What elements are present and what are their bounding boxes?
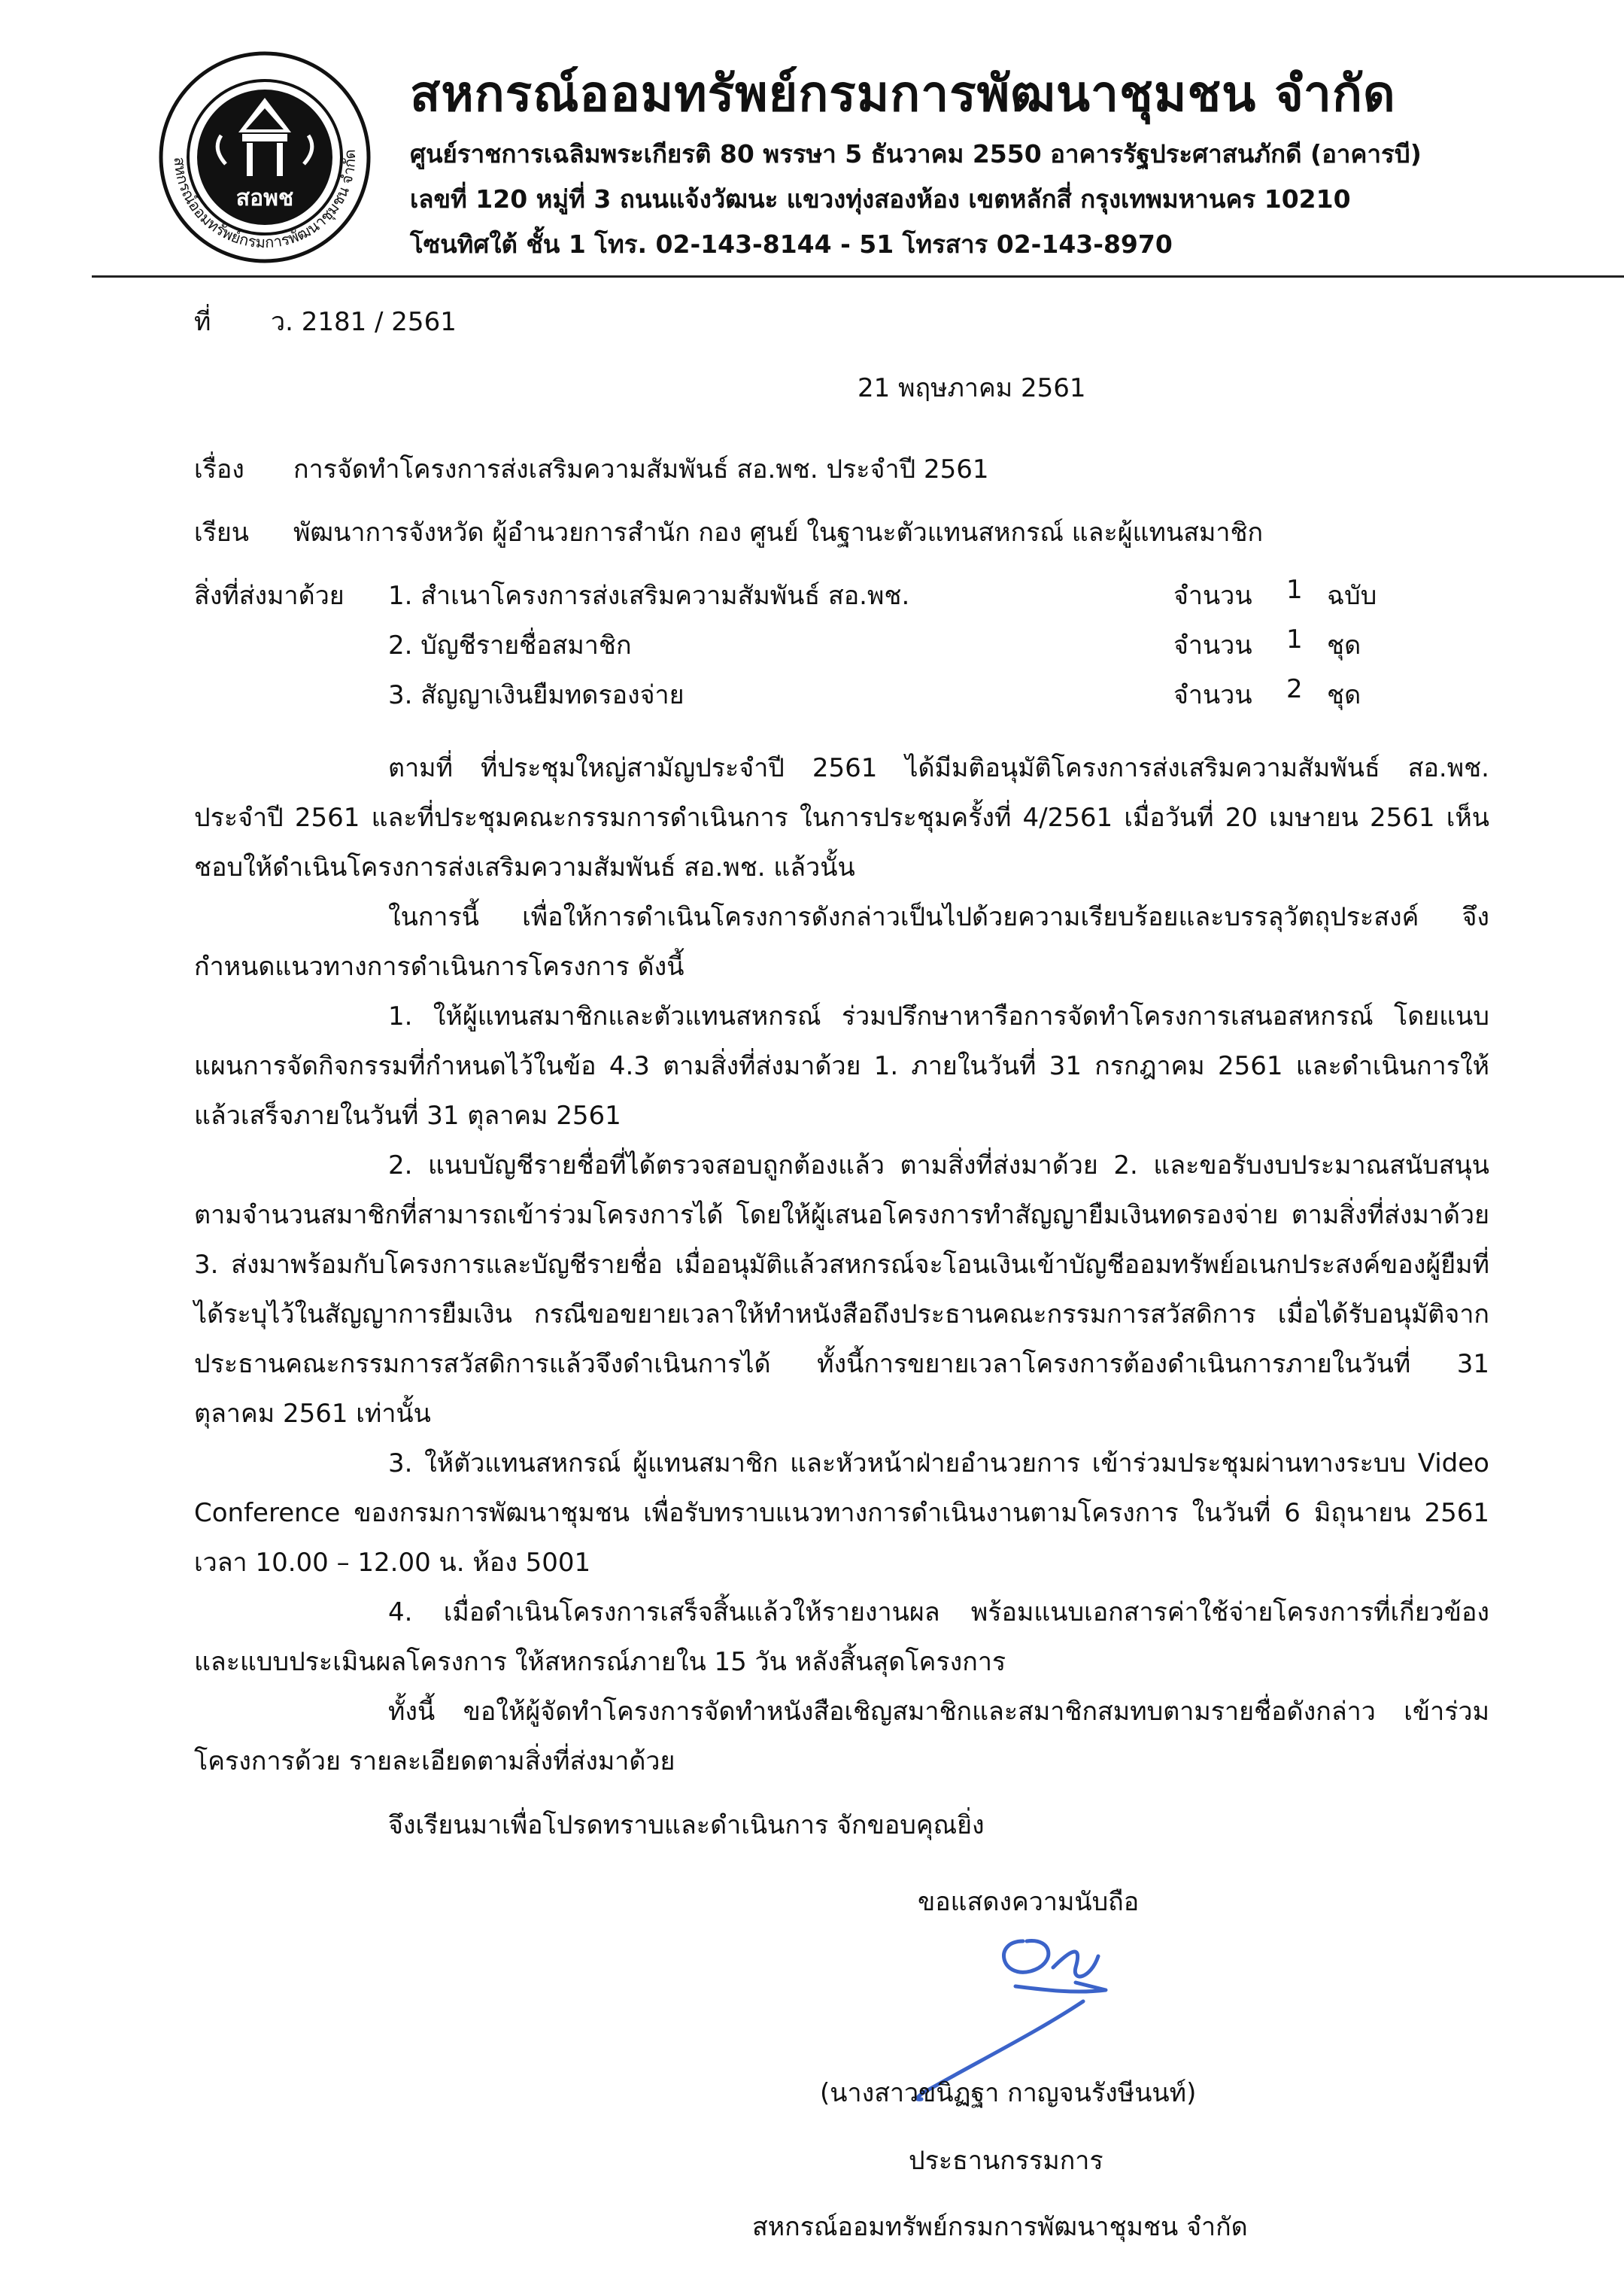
recipient-label: เรียน: [194, 518, 250, 548]
body-paragraph-4: 2. แนบบัญชีรายชื่อที่ได้ตรวจสอบถูกต้องแล้ว ตามสิ่งที่ส่งมาด้วย 2. และขอรับงบประมาณสนับสนุนตามจำนวนสมาชิกที่สามารถเข้าร่วมโครงการได้ โดยให้ผู้เสนอโครงการทำสัญญายืมเงินทดรองจ่าย ตามสิ่งที่ส่งมาด้วย 3. ส่งมาพร้อมกับโครงการและบัญชีรายชื่อ เมื่ออนุมัติแล้วสหกรณ์จะโอนเงินเข้าบัญชีออมทรัพย์อเนกประสงค์ของผู้ยืมที่ได้ระบุไว้ในสัญญาการยืมเงิน กรณีขอขยายเวลาให้ทำหนังสือถึงประธานคณะกรรมการสวัสดิการ เมื่อได้รับอนุมัติจากประธานคณะกรรมการสวัสดิการแล้วจึงดำเนินการได้ ทั้งนี้การขยายเวลาโครงการต้องดำเนินการภายในวันที่ 31 ตุลาคม 2561 เท่านั้น: [194, 1150, 1489, 1429]
signer-name: (นางสาวขนิฏฐา กาญจนรังษีนนท์): [820, 2078, 1197, 2108]
reference-number: ว. 2181 / 2561: [271, 307, 457, 337]
enclosures-label: สิ่งที่ส่งมาด้วย: [194, 581, 345, 611]
enclosure-item: 3. สัญญาเงินยืมทดรองจ่าย: [388, 680, 685, 710]
enclosure-qty: 2: [1286, 674, 1303, 704]
letter-date: 21 พฤษภาคม 2561: [858, 373, 1086, 403]
enclosure-item: 2. บัญชีรายชื่อสมาชิก: [388, 630, 632, 661]
body-paragraph-7: ทั้งนี้ ขอให้ผู้จัดทำโครงการจัดทำหนังสือเชิญสมาชิกและสมาชิกสมทบตามรายชื่อดังกล่าว เข้าร่วมโครงการด้วย รายละเอียดตามสิ่งที่ส่งมาด้วย: [194, 1697, 1489, 1776]
logo-center-text: สอพช: [235, 185, 294, 211]
address-line-2: เลขที่ 120 หมู่ที่ 3 ถนนแจ้งวัฒนะ แขวงทุ่งสองห้อง เขตหลักสี่ กรุงเทพมหานคร 10210: [410, 184, 1351, 214]
enclosure-unit: ชุด: [1327, 680, 1361, 710]
enclosure-item: 1. สำเนาโครงการส่งเสริมความสัมพันธ์ สอ.พช.: [388, 581, 910, 611]
enclosure-qty-label: จำนวน: [1173, 630, 1252, 661]
logo-ring-text: สหกรณ์ออมทรัพย์กรมการพัฒนาชุมชน จำกัด: [170, 149, 360, 252]
body-paragraph-5: 3. ให้ตัวแทนสหกรณ์ ผู้แทนสมาชิก และหัวหน้าฝ่ายอำนวยการ เข้าร่วมประชุมผ่านทางระบบ Video Conference ของกรมการพัฒนาชุมชน เพื่อรับทราบแนวทางการดำเนินงานตามโครงการ ในวันที่ 6 มิถุนายน 2561 เวลา 10.00 – 12.00 น. ห้อง 5001: [194, 1448, 1489, 1578]
body-paragraph-6: 4. เมื่อดำเนินโครงการเสร็จสิ้นแล้วให้รายงานผล พร้อมแนบเอกสารค่าใช้จ่ายโครงการที่เกี่ยวข้อง และแบบประเมินผลโครงการ ให้สหกรณ์ภายใน 15 วัน หลังสิ้นสุดโครงการ: [194, 1597, 1489, 1677]
enclosure-qty-label: จำนวน: [1173, 581, 1252, 611]
cooperative-seal-logo: [137, 51, 393, 263]
enclosure-unit: ชุด: [1327, 630, 1361, 661]
signer-position: ประธานกรรมการ: [909, 2146, 1103, 2176]
subject-text: การจัดทำโครงการส่งเสริมความสัมพันธ์ สอ.พช. ประจำปี 2561: [293, 454, 989, 485]
reference-label: ที่: [194, 307, 211, 337]
organization-name: สหกรณ์ออมทรัพย์กรมการพัฒนาชุมชน จำกัด: [410, 65, 1396, 123]
subject-label: เรื่อง: [194, 454, 244, 485]
address-line-3: โซนทิศใต้ ชั้น 1 โทร. 02-143-8144 - 51 โทรสาร 02-143-8970: [410, 229, 1173, 259]
recipient-text: พัฒนาการจังหวัด ผู้อำนวยการสำนัก กอง ศูนย์ ในฐานะตัวแทนสหกรณ์ และผู้แทนสมาชิก: [293, 518, 1264, 548]
signer-organization: สหกรณ์ออมทรัพย์กรมการพัฒนาชุมชน จำกัด: [752, 2212, 1248, 2242]
enclosure-qty: 1: [1286, 624, 1303, 655]
body-paragraph-3: 1. ให้ผู้แทนสมาชิกและตัวแทนสหกรณ์ ร่วมปรึกษาหารือการจัดทำโครงการเสนอสหกรณ์ โดยแนบแผนการจัดกิจกรรมที่กำหนดไว้ในข้อ 4.3 ตามสิ่งที่ส่งมาด้วย 1. ภายในวันที่ 31 กรกฎาคม 2561 และดำเนินการให้แล้วเสร็จภายในวันที่ 31 ตุลาคม 2561: [194, 1001, 1489, 1131]
closing-sentence: จึงเรียนมาเพื่อโปรดทราบและดำเนินการ จักขอบคุณยิ่ง: [388, 1810, 985, 1840]
enclosure-qty: 1: [1286, 575, 1303, 605]
regards-text: ขอแสดงความนับถือ: [918, 1887, 1140, 1917]
header-divider: [92, 275, 1624, 278]
enclosure-qty-label: จำนวน: [1173, 680, 1252, 710]
body-paragraph-2: ในการนี้ เพื่อให้การดำเนินโครงการดังกล่าวเป็นไปด้วยความเรียบร้อยและบรรลุวัตถุประสงค์ จึงกำหนดแนวทางการดำเนินการโครงการ ดังนี้: [194, 902, 1489, 982]
address-line-1: ศูนย์ราชการเฉลิมพระเกียรติ 80 พรรษา 5 ธันวาคม 2550 อาคารรัฐประศาสนภักดี (อาคารบี): [410, 139, 1422, 169]
body-paragraph-1: ตามที่ ที่ประชุมใหญ่สามัญประจำปี 2561 ได้มีมติอนุมัติโครงการส่งเสริมความสัมพันธ์ สอ.พช. ประจำปี 2561 และที่ประชุมคณะกรรมการดำเนินการ ในการประชุมครั้งที่ 4/2561 เมื่อวันที่ 20 เมษายน 2561 เห็นชอบให้ดำเนินโครงการส่งเสริมความสัมพันธ์ สอ.พช. แล้วนั้น: [194, 753, 1489, 883]
enclosure-unit: ฉบับ: [1327, 581, 1377, 611]
